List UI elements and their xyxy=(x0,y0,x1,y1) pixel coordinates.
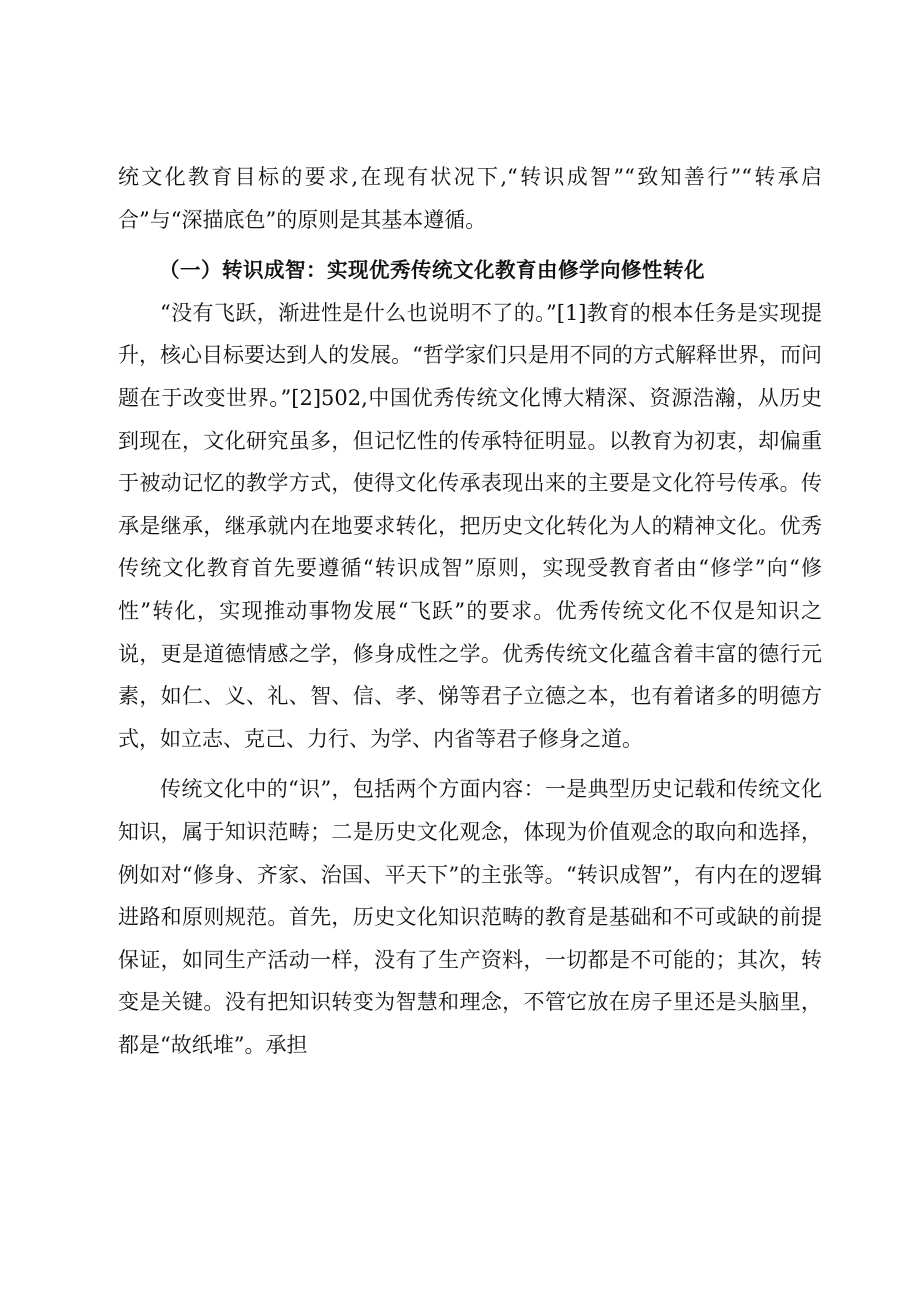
paragraph-2: 传统文化中的“识”，包括两个方面内容：一是典型历史记载和传统文化知识，属于知识范畴；二是历史文化观念，体现为价值观念的取向和选择，例如对“修身、齐家、治国、平天下”的主张等。“转识成智”，有内在的逻辑进路和原则规范。首先，历史文化知识范畴的教育是基础和不可或缺的前提保证，如同生产活动一样，没有了生产资料，一切都是不可能的；其次，转变是关键。没有把知识转变为智慧和理念，不管它放在房子里还是头脑里，都是“故纸堆”。承担 xyxy=(118,777,822,1057)
continued-paragraph: 统文化教育目标的要求,在现有状况下,“转识成智”“致知善行”“转承启合”与“深描底色”的原则是其基本遵循。 xyxy=(118,165,822,232)
body-text xyxy=(118,156,822,1066)
paragraph-1: “没有飞跃，渐进性是什么也说明不了的。”[1]教育的根本任务是实现提升，核心目标要达到人的发展。“哲学家们只是用不同的方式解释世界，而问题在于改变世界。”[2]502,中国优秀传统文化博大精深、资源浩瀚，从历史到现在，文化研究虽多，但记忆性的传承特征明显。以教育为初衷，却偏重于被动记忆的教学方式，使得文化传承表现出来的主要是文化符号传承。传承是继承，继承就内在地要求转化，把历史文化转化为人的精神文化。优秀传统文化教育首先要遵循“转识成智”原则，实现受教育者由“修学”向“修性”转化，实现推动事物发展“飞跃”的要求。优秀传统文化不仅是知识之说，更是道德情感之学，修身成性之学。优秀传统文化蕴含着丰富的德行元素，如仁、义、礼、智、信、孝、悌等君子立德之本，也有着诸多的明德方式，如立志、克己、力行、为学、内省等君子修身之道。 xyxy=(118,300,822,751)
section-heading: （一）转识成智：实现优秀传统文化教育由修学向修性转化 xyxy=(159,258,705,283)
